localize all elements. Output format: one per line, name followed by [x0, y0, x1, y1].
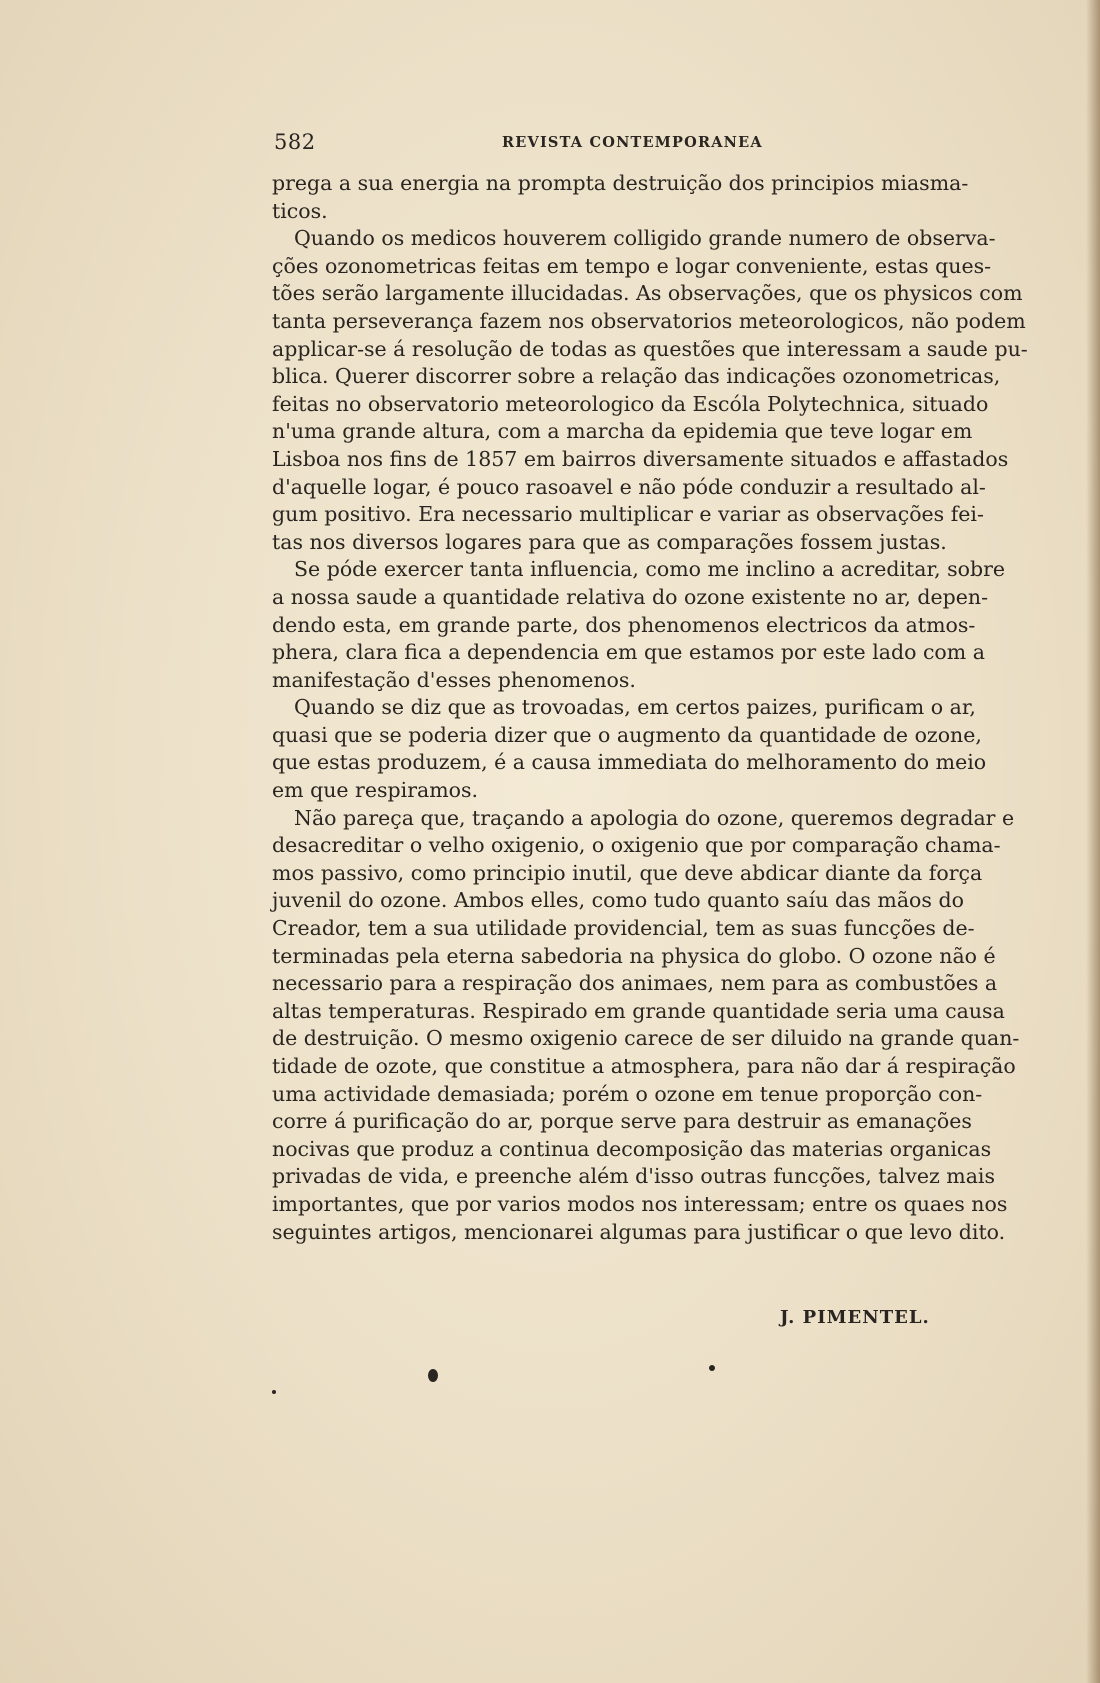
text-line: privadas de vida, e preenche além d'isso outras funcções, talvez mais: [272, 1164, 996, 1189]
text-line: que estas produzem, é a causa immediata do melhoramento do meio: [272, 750, 987, 775]
article-text: [272, 170, 1028, 1246]
text-line: tas nos diversos logares para que as comparações fossem justas.: [272, 529, 947, 554]
text-line: tões serão largamente illucidadas. As observações, que os physicos com: [272, 281, 1023, 306]
journal-title: REVISTA CONTEMPORANEA: [502, 134, 763, 151]
text-line: applicar-se á resolução de todas as questões que interessam a saude pu-: [272, 336, 1028, 361]
text-line: blica. Querer discorrer sobre a relação das indicações ozonometricas,: [272, 364, 1001, 389]
ink-speck: [428, 1369, 438, 1382]
text-line: n'uma grande altura, com a marcha da epidemia que teve logar em: [272, 419, 973, 444]
text-line: d'aquelle logar, é pouco rasoavel e não póde conduzir a resultado al-: [272, 474, 986, 499]
text-line: terminadas pela eterna sabedoria na physica do globo. O ozone não é: [272, 943, 996, 968]
text-line: mos passivo, como principio inutil, que deve abdicar diante da força: [272, 860, 983, 885]
text-line: nocivas que produz a continua decomposição das materias organicas: [272, 1136, 992, 1161]
text-line: Quando se diz que as trovoadas, em certos paizes, purificam o ar,: [294, 695, 976, 720]
text-line: em que respiramos.: [272, 778, 479, 803]
text-line: uma actividade demasiada; porém o ozone em tenue proporção con-: [272, 1081, 983, 1106]
text-line: tanta perseverança fazem nos observatorios meteorologicos, não podem: [272, 308, 1026, 333]
page-number: 582: [274, 130, 316, 154]
text-line: necessario para a respiração dos animaes, nem para as combustões a: [272, 971, 998, 996]
text-line: Quando os medicos houverem colligido grande numero de observa-: [294, 226, 996, 251]
text-line: quasi que se poderia dizer que o augmento da quantidade de ozone,: [272, 722, 982, 747]
text-line: altas temperaturas. Respirado em grande quantidade seria uma causa: [272, 998, 1005, 1023]
ink-speck: [709, 1365, 715, 1371]
text-line: seguintes artigos, mencionarei algumas para justificar o que levo dito.: [272, 1219, 1006, 1244]
text-line: ções ozonometricas feitas em tempo e logar conveniente, estas ques-: [272, 253, 992, 278]
text-line: phera, clara fica a dependencia em que estamos por este lado com a: [272, 640, 985, 665]
text-line: manifestação d'esses phenomenos.: [272, 667, 636, 692]
page-edge-shadow: [1086, 0, 1100, 1683]
text-line: importantes, que por varios modos nos interessam; entre os quaes nos: [272, 1191, 1008, 1216]
text-line: Lisboa nos fins de 1857 em bairros diversamente situados e affastados: [272, 446, 1009, 471]
text-line: de destruição. O mesmo oxigenio carece de ser diluido na grande quan-: [272, 1026, 1020, 1051]
text-line: juvenil do ozone. Ambos elles, como tudo quanto saíu das mãos do: [272, 888, 964, 913]
text-line: feitas no observatorio meteorologico da Escóla Polytechnica, situado: [272, 391, 989, 416]
text-line: dendo esta, em grande parte, dos phenomenos electricos da atmos-: [272, 612, 976, 637]
text-line: gum positivo. Era necessario multiplicar e variar as observações fei-: [272, 502, 984, 527]
text-line: tidade de ozote, que constitue a atmosphera, para não dar á respiração: [272, 1054, 1016, 1078]
text-line: Não pareça que, traçando a apologia do ozone, queremos degradar e: [294, 805, 1015, 830]
text-line: Creador, tem a sua utilidade providencial, tem as suas funcções de-: [272, 916, 975, 941]
text-line: ticos.: [272, 198, 328, 223]
text-line: desacreditar o velho oxigenio, o oxigenio que por comparação chama-: [272, 833, 1001, 858]
ink-speck: [272, 1390, 276, 1394]
text-line: a nossa saude a quantidade relativa do ozone existente no ar, depen-: [272, 584, 989, 609]
text-line: corre á purificação do ar, porque serve para destruir as emanações: [272, 1109, 972, 1134]
text-line: prega a sua energia na prompta destruição dos principios miasma-: [272, 171, 969, 195]
text-line: Se póde exercer tanta influencia, como me inclino a acreditar, sobre: [294, 557, 1006, 582]
author-signature: J. PIMENTEL.: [780, 1307, 930, 1328]
running-head: [274, 130, 914, 154]
